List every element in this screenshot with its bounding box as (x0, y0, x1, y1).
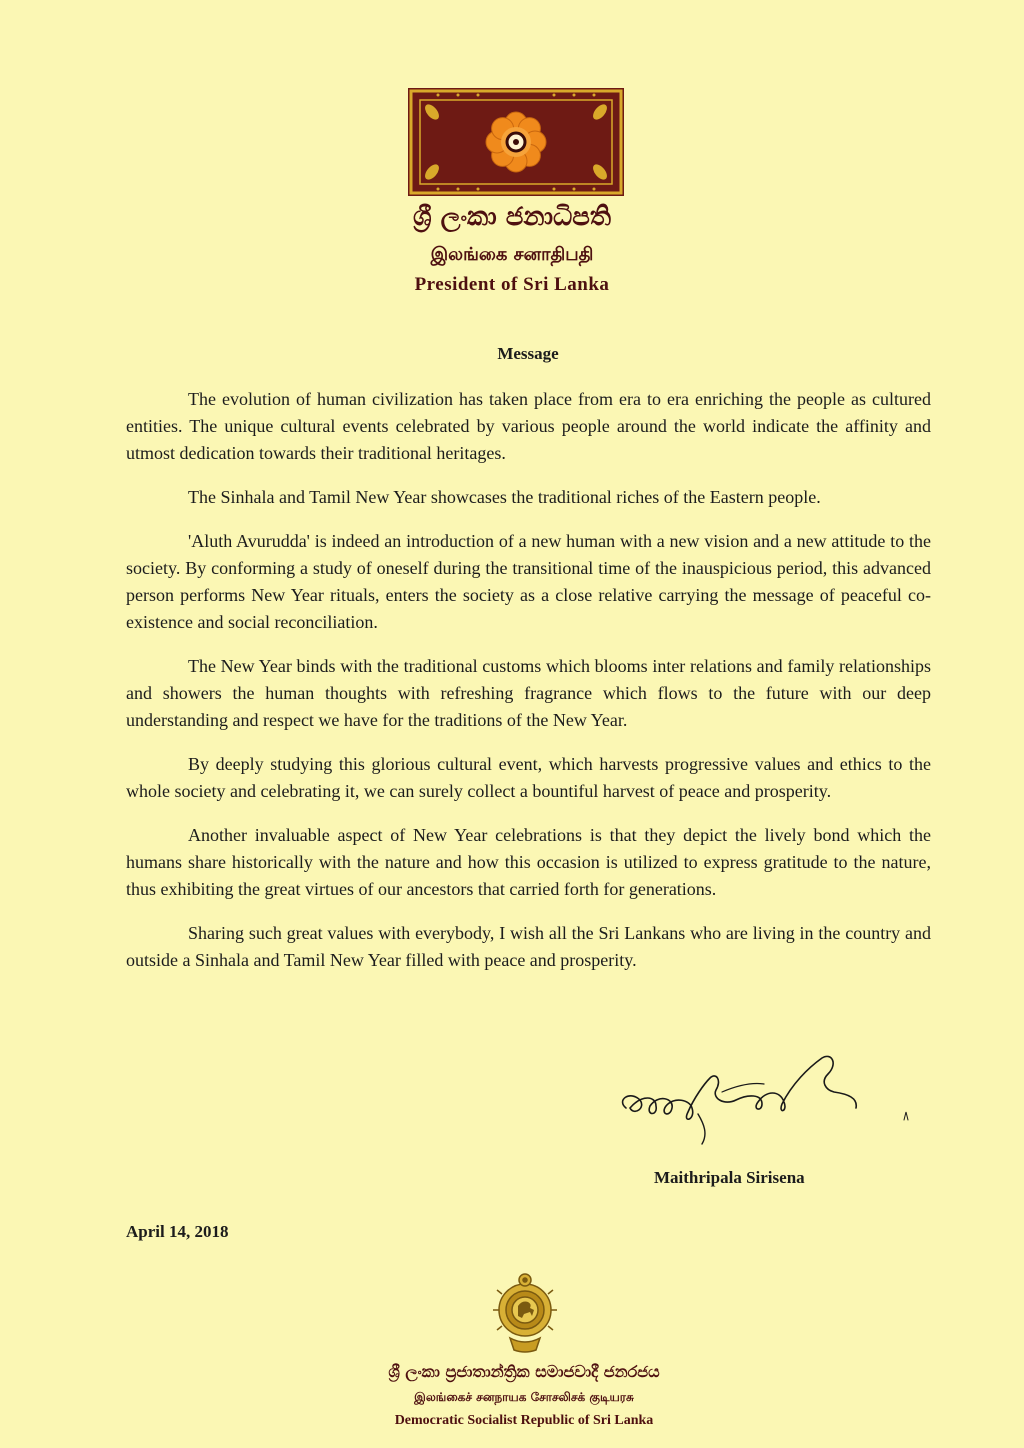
message-paragraph: By deeply studying this glorious cultural event, which harvests progressive values and ethics to the whole society and celebrating it, we can surely collect a bountiful harvest of peace and prosperity. (126, 754, 931, 801)
message-paragraph: 'Aluth Avurudda' is indeed an introduction of a new human with a new vision and a new attitude to the society. By conforming a study of oneself during the transitional time of the inauspicious period, this advanced person performs New Year rituals, enters the society as a close relative carrying the message of peaceful co-existence and social reconciliation. (126, 531, 931, 632)
message-paragraph: The New Year binds with the traditional customs which blooms inter relations and family relationships and showers the human thoughts with refreshing fragrance which flows to the future with our deep understanding and respect we have for the traditions of the New Year. (126, 656, 931, 730)
message-heading: Message (497, 344, 559, 363)
message-body (126, 386, 931, 974)
message-paragraph: The Sinhala and Tamil New Year showcases the traditional riches of the Eastern people. (188, 487, 821, 507)
letter-date: April 14, 2018 (126, 1222, 229, 1241)
handwritten-signature (612, 1050, 912, 1150)
signer-name: Maithripala Sirisena (654, 1168, 805, 1187)
republic-name-sinhala: ශ්‍රී ලංකා ප්‍රජාතාන්ත්‍රික සමාජවාදී ජනරජය (388, 1362, 660, 1381)
president-title-sinhala: ශ්‍රී ලංකා ජනාධිපති (412, 202, 612, 232)
president-title-english: President of Sri Lanka (414, 274, 610, 295)
message-paragraph: Sharing such great values with everybody, I wish all the Sri Lankans who are living in the country and outside a Sinhala and Tamil New Year filled with peace and prosperity. (126, 923, 931, 970)
republic-name-english: Democratic Socialist Republic of Sri Lanka (394, 1413, 654, 1428)
presidential-flag-emblem (408, 88, 624, 196)
republic-name-tamil: இலங்கைச் சனநாயக சோசலிசக் குடியரசு (414, 1390, 634, 1404)
message-paragraph: Another invaluable aspect of New Year celebrations is that they depict the lively bond which the humans share historically with the nature and how this occasion is utilized to express gratitude to the nature, thus exhibiting the great virtues of our ancestors that carried forth for generations. (126, 825, 931, 899)
president-title-tamil: இலங்கை சனாதிபதி (430, 244, 594, 265)
message-paragraph: The evolution of human civilization has taken place from era to era enriching the people as cultured entities. The unique cultural events celebrated by various people around the world indicate the affinity and utmost dedication towards their traditional heritages. (126, 389, 931, 463)
national-emblem-crest (490, 1272, 560, 1356)
